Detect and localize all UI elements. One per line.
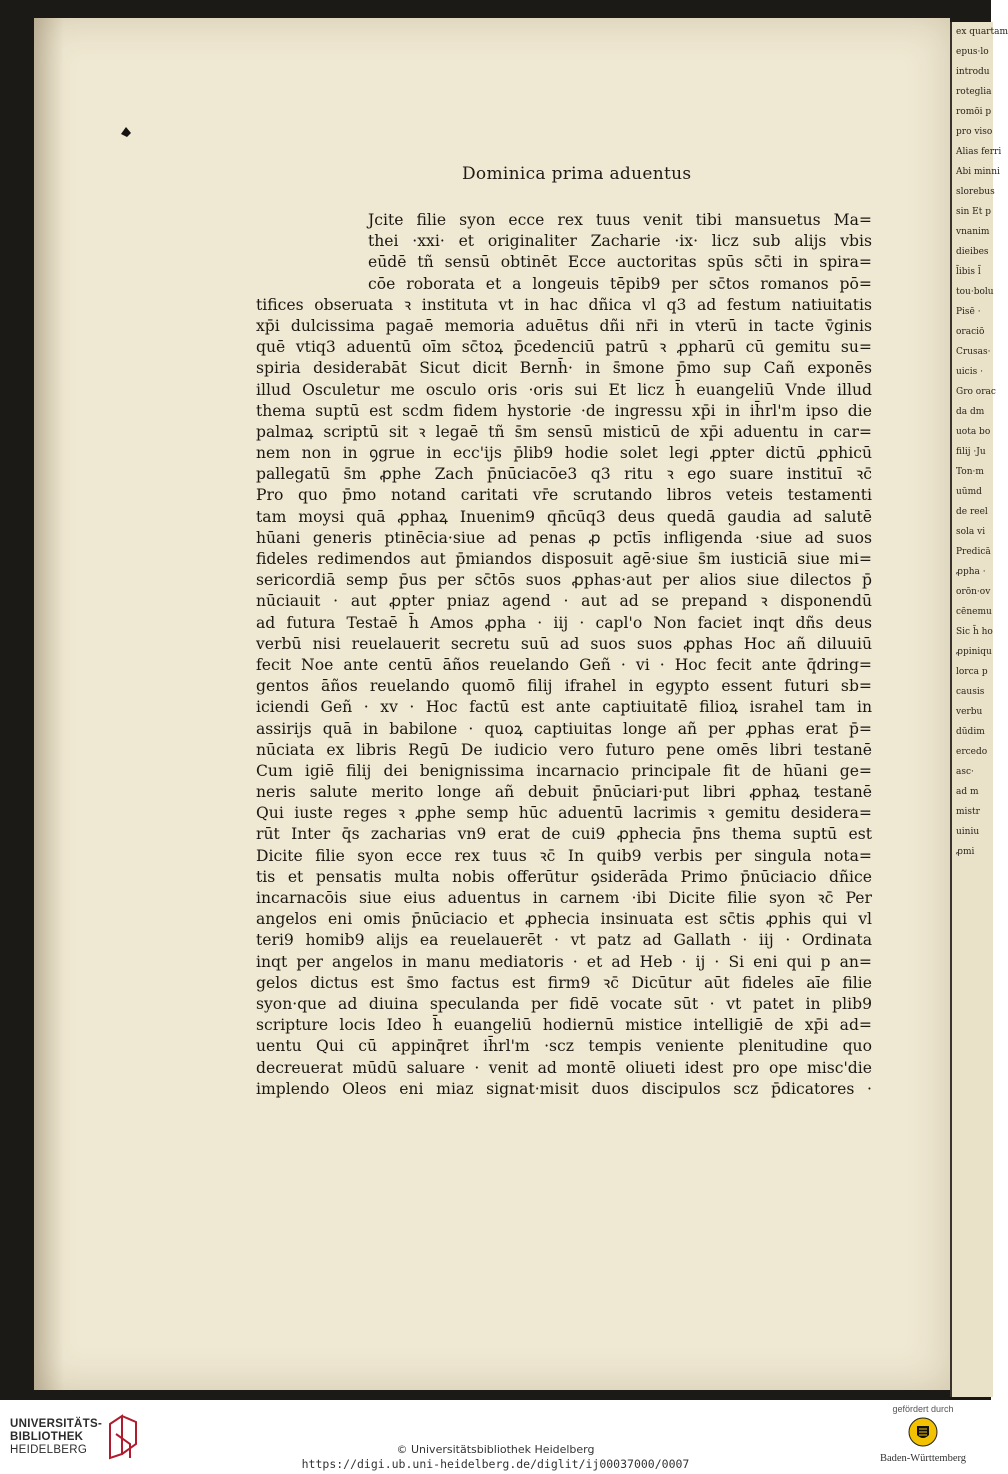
text-line: verbū nisi reuelauerit secretu suū ad suos suos ꝓphas Hoc añ diluuiū <box>256 634 872 653</box>
text-line: scripture locis Ideo h̄ euangeliū hodiernū mistice intelligiē de xp̄i ad= <box>256 1016 872 1035</box>
adjacent-page-fragment: ꝓpiniqu <box>956 647 992 657</box>
adjacent-page-fragment: Crusas· <box>956 347 991 357</box>
text-line: illud Osculetur me osculo oris ·oris sui Et licz h̄ euangeliū Vnde illud <box>256 380 872 399</box>
adjacent-page-fragment: filij ·Ju <box>956 447 986 457</box>
adjacent-page-fragment: causis <box>956 687 985 697</box>
text-line: hūani generis ptinēcia·siue ad penas ꝓ pctīs infligenda ·siue ad suos <box>256 528 872 547</box>
adjacent-page-fragment: epus·lo <box>956 47 989 57</box>
text-line: palmaꝝ scriptū sit ꝛ legaē tñ s̄m sensū misticū de xp̄i aduentu in car= <box>256 422 872 441</box>
text-line: tis et pensatis multa nobis offerūtur ꝯsiderāda Primo p̄nūciacio dñice <box>256 867 872 886</box>
text-line: iciendi Geñ · xv · Hoc factū est ante captiuitatē filioꝝ israhel tam in <box>256 698 872 717</box>
ink-mark-icon <box>118 124 134 140</box>
text-line: Qui iuste reges ꝛ ꝓphe semp hūc aduentū lacrimis ꝛ gemitu desidera= <box>256 804 872 823</box>
state-crest-icon <box>908 1417 938 1447</box>
text-line: syon·que ad diuina speculanda per fidē vocate sūt · vt patet in plib9 <box>256 994 872 1013</box>
adjacent-page-fragment: ꝓpha · <box>956 567 986 577</box>
text-line: cōe roborata et a longeuis tēpib9 per sc̄tos romanos pō= <box>368 274 872 293</box>
adjacent-page-fragment: pro viso <box>956 127 993 137</box>
text-line: quē vtiq3 aduentū oīm sc̄toꝝ p̄cedenciū patrū ꝛ ꝓpharū cū gemitu su= <box>256 338 872 357</box>
adjacent-page-fragment: de reel <box>956 507 988 517</box>
text-line: pallegatū s̄m ꝓphe Zach p̄nūciacōe3 q3 ritu ꝛ ego suare instituī ꝛc̄ <box>256 465 872 484</box>
adjacent-page-fragment: tou·bolu <box>956 287 994 297</box>
text-line: Cum igiē filij dei benignissima incarnacio principale fit de hūani ge= <box>256 761 872 780</box>
adjacent-page-fragment: Ton·m <box>956 467 984 477</box>
adjacent-page-fragment: ad m <box>956 787 979 797</box>
adjacent-page-fragment: uicis · <box>956 367 983 377</box>
adjacent-page-fragment: Gro orac <box>956 387 996 397</box>
text-line: incarnacōis siue eius aduentus in carnem ·ibi Dicite filie syon ꝛc̄ Per <box>256 889 872 907</box>
sponsor-label: gefördert durch <box>892 1404 954 1414</box>
text-line: teri9 homib9 alijs ea reuelauerēt · vt patz ad Gallath · iij · Ordinata <box>256 931 872 950</box>
adjacent-page-fragment: sin Et p <box>956 207 991 217</box>
adjacent-page-fragment: vnanim <box>956 227 990 237</box>
adjacent-page-fragment: asc· <box>956 767 974 777</box>
text-line: nūciata ex libris Regū De iudicio vero futuro pene omēs libri testanē <box>256 740 872 759</box>
permalink-url[interactable]: https://digi.ub.uni-heidelberg.de/diglit/ij00037000/0007 <box>301 1457 690 1471</box>
sponsor-name: Baden-Württemberg <box>879 1453 967 1464</box>
adjacent-page-fragment: verbu <box>956 707 983 717</box>
adjacent-page-fragment: uota bo <box>956 427 991 437</box>
text-line: gentos āños reuelando quomō filij ifrahel in egypto essent futuri sb= <box>256 677 872 696</box>
adjacent-page-fragment: Abi minni <box>956 167 1000 177</box>
text-line: fecit Noe ante centū āños reuelando Geñ · vi · Hoc fecit ante q̄dring= <box>256 655 872 674</box>
text-line: xp̄i dulcissima pagaē memoria aduētus dñi nr̄i in vterū in tacte v̄ginis <box>256 316 872 335</box>
page-header: Dominica prima aduentus <box>462 164 692 184</box>
library-name-line2: BIBLIOTHEK <box>10 1431 84 1443</box>
text-line: tam moysi quā ꝓphaꝝ Inuenim9 qn̄cūq3 deus quedā gaudia ad salutē <box>256 507 872 526</box>
adjacent-page-fragment: Sic h̄ ho <box>956 627 993 637</box>
viewer-footer <box>0 1400 991 1474</box>
text-line: angelos eni omis p̄nūciacio et ꝓphecia insinuata est sc̄tis ꝓphis qui vl <box>256 910 872 929</box>
adjacent-page-fragment: roteglia <box>956 87 992 97</box>
sponsor-logo[interactable] <box>868 1404 978 1474</box>
library-name-line3: HEIDELBERG <box>10 1444 88 1456</box>
text-line: neris salute merito longe añ debuit p̄nūciari·put libri ꝓphaꝝ testanē <box>256 783 872 802</box>
text-line: fideles redimendos aut p̄miandos disposuit agē·siue s̄m iusticiā siue mi= <box>256 550 872 568</box>
text-line: nem non in ꝯgrue in ecc'ijs p̄lib9 hodie solet legi ꝓpter dictū ꝓphicū <box>256 444 872 463</box>
adjacent-page-fragment: l̄ibis l̄ <box>956 267 981 277</box>
text-line: ad futura Testaē h̄ Amos ꝓpha · iij · capl'o Non faciet inqt dñs deus <box>256 613 872 632</box>
adjacent-page-fragment: mistr <box>956 807 980 817</box>
adjacent-page-fragment: Alias ferri <box>956 147 1002 157</box>
text-line: uentu Qui cū appinq̄ret ih̄rl'm ·scz tempis veniente plenitudine quo <box>256 1037 872 1056</box>
text-line: nūciauit · aut ꝓpter pniaz agend · aut ad se prepand ꝛ disponendū <box>256 592 872 611</box>
text-line: Jcite filie syon ecce rex tuus venit tibi mansuetus Ma= <box>368 211 872 229</box>
adjacent-page-fragment: introdu <box>956 67 990 77</box>
text-line: thema suptū est scdm fidem hystorie ·de ingressu xp̄i in ih̄rl'm ipso die <box>256 401 872 420</box>
adjacent-page-fragment: da dm <box>956 407 985 417</box>
text-line: implendo Oleos eni miaz signat·misit duos discipulos scz p̄dicatores · <box>256 1079 872 1098</box>
copyright-notice: © Universitätsbibliothek Heidelberg <box>396 1443 595 1456</box>
adjacent-page-fragment: orōn·ov <box>956 587 991 597</box>
text-line: assirijs quā in babilone · quoꝝ captiuitas longe añ per ꝓphas erat p̄= <box>256 719 872 738</box>
adjacent-page-fragment: uiniu <box>956 827 980 837</box>
adjacent-page-fragment: dieibes <box>956 247 989 257</box>
text-line: thei ·xxi· et originaliter Zacharie ·ix· licz sub alijs vbis <box>368 232 872 251</box>
text-line: Pro quo p̄mo notand caritati vr̄e scrutando libros veteis testamenti <box>256 486 872 505</box>
adjacent-page-fragment: ercedo <box>956 747 988 757</box>
text-line: spiria desiderabāt Sicut dicit Bernh̄· in s̄mone p̄mo sup Cañ exponēs <box>256 359 872 378</box>
text-line: rūt Inter q̄s zacharias vn9 erat de cui9 ꝓphecia p̄ns thema suptū est <box>256 825 872 844</box>
adjacent-page-fragment: uūmd <box>956 487 982 497</box>
text-line: gelos dictus est s̄mo factus est firm9 ꝛc̄ Dicūtur aūt fideles aīe filie <box>256 973 872 992</box>
ink-mark <box>118 124 134 140</box>
adjacent-page-fragment: ꝓmi <box>956 847 975 857</box>
text-line: eūdē tñ sensū obtinēt Ecce auctoritas spūs sc̄ti in spira= <box>368 253 872 272</box>
adjacent-page-fragment: Predicā <box>956 547 991 557</box>
text-line: inqt per angelos in manu mediatoris · et ad Heb · ij · Si eni qui p an= <box>256 952 872 971</box>
adjacent-page-fragment: sola vi <box>956 527 986 537</box>
text-line: decreuerat mūdū saluare · venit ad montē oliueti idest pro ope misc'die <box>256 1058 872 1077</box>
adjacent-page-fragment: dūdim <box>956 727 985 737</box>
adjacent-page-fragment: romōi p <box>956 107 992 117</box>
adjacent-page-fragment: lorca p <box>956 667 988 677</box>
adjacent-page-fragment: slorebus <box>956 187 995 197</box>
adjacent-page-edge <box>950 22 1008 1397</box>
adjacent-page-fragment: ex quartam <box>956 27 1008 37</box>
page-gutter-shadow <box>34 18 64 1390</box>
adjacent-page-fragment: oraciō <box>956 327 985 337</box>
body-text <box>256 210 872 1100</box>
adjacent-page-fragment: Pisē · <box>956 307 981 317</box>
adjacent-page-fragment: cēnemu <box>956 607 992 617</box>
text-line: sericordiā semp p̄us per sc̄tōs suos ꝓphas·aut per alios siue dilectos p̄ <box>256 571 872 590</box>
library-name-line1: UNIVERSITÄTS- <box>10 1418 103 1430</box>
text-line: tifices obseruata ꝛ instituta vt in hac dñica vl q3 ad festum natiuitatis <box>256 295 872 314</box>
text-line: Dicite filie syon ecce rex tuus ꝛc̄ In quib9 verbis per singula nota= <box>256 846 872 865</box>
